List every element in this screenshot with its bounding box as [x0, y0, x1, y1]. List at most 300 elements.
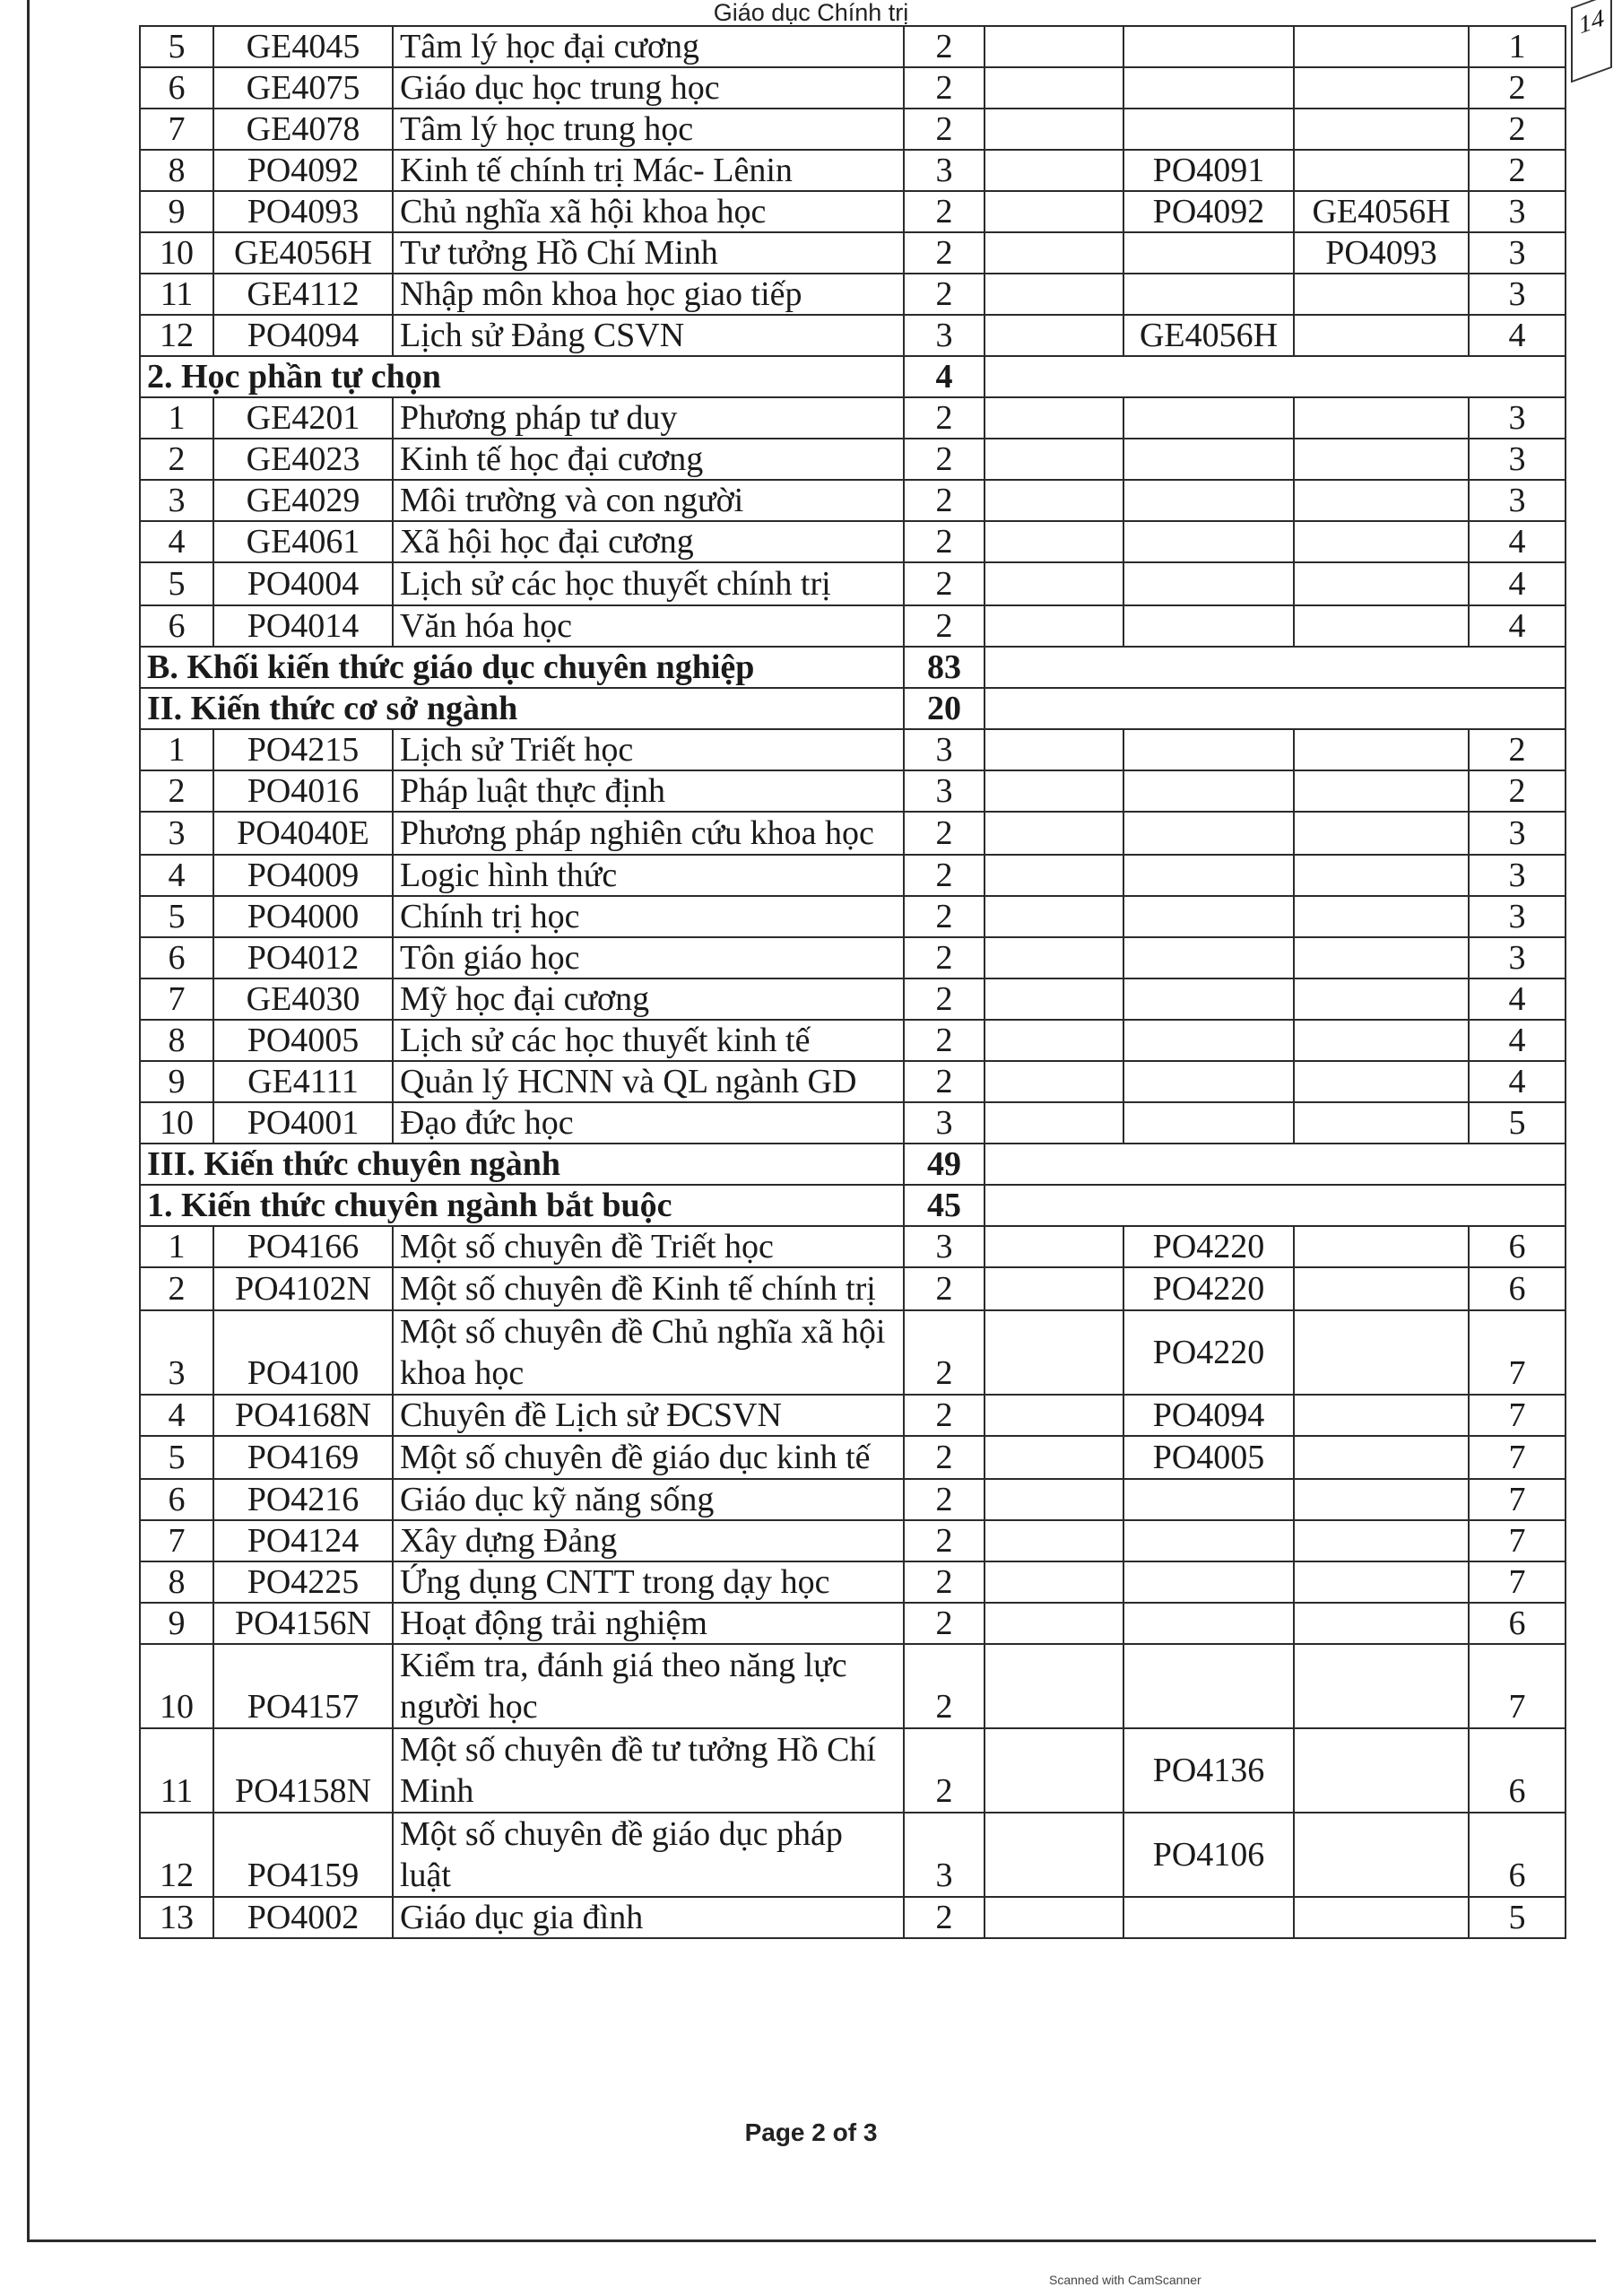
parallel-course: [1294, 1226, 1469, 1267]
course-credits: 2: [904, 1644, 984, 1728]
blank-cell: [984, 1102, 1123, 1144]
course-name: Giáo dục học trung học: [393, 67, 904, 109]
row-number: 6: [140, 67, 213, 109]
page-number: Page 2 of 3: [744, 2118, 878, 2146]
row-number: 13: [140, 1897, 213, 1938]
semester: 3: [1469, 397, 1566, 439]
blank-cell: [984, 1561, 1123, 1603]
semester: 4: [1469, 605, 1566, 647]
prerequisite-course: [1123, 1020, 1294, 1061]
prerequisite-course: PO4092: [1123, 191, 1294, 232]
table-row: [140, 937, 1566, 978]
parallel-course: [1294, 315, 1469, 356]
prerequisite-course: [1123, 855, 1294, 896]
course-code: GE4023: [213, 439, 393, 480]
course-name: Tâm lý học trung học: [393, 109, 904, 150]
curriculum-table: [139, 25, 1566, 1939]
blank-cell: [984, 1603, 1123, 1644]
row-number: 8: [140, 1020, 213, 1061]
course-name: Nhập môn khoa học giao tiếp: [393, 274, 904, 315]
table-row: [140, 1020, 1566, 1061]
row-number: 12: [140, 1813, 213, 1897]
row-number: 10: [140, 1102, 213, 1144]
course-name: Văn hóa học: [393, 605, 904, 647]
blank-cell: [984, 1436, 1123, 1479]
section-blank: [984, 647, 1566, 688]
course-code: PO4001: [213, 1102, 393, 1144]
blank-cell: [984, 26, 1123, 67]
parallel-course: [1294, 1436, 1469, 1479]
blank-cell: [984, 315, 1123, 356]
course-credits: 2: [904, 439, 984, 480]
semester: 3: [1469, 439, 1566, 480]
course-credits: 3: [904, 1813, 984, 1897]
prerequisite-course: [1123, 480, 1294, 521]
course-credits: 2: [904, 109, 984, 150]
semester: 2: [1469, 109, 1566, 150]
blank-cell: [984, 1061, 1123, 1102]
course-credits: 2: [904, 1436, 984, 1479]
table-row: [140, 896, 1566, 937]
parallel-course: [1294, 1561, 1469, 1603]
course-code: GE4112: [213, 274, 393, 315]
course-code: PO4124: [213, 1520, 393, 1561]
prerequisite-course: [1123, 1561, 1294, 1603]
semester: 7: [1469, 1479, 1566, 1520]
course-code: GE4045: [213, 26, 393, 67]
section-title: III. Kiến thức chuyên ngành: [140, 1144, 904, 1185]
parallel-course: [1294, 562, 1469, 605]
course-code: PO4094: [213, 315, 393, 356]
prerequisite-course: [1123, 1603, 1294, 1644]
course-code: GE4111: [213, 1061, 393, 1102]
blank-cell: [984, 67, 1123, 109]
blank-cell: [984, 855, 1123, 896]
blank-cell: [984, 770, 1123, 812]
parallel-course: [1294, 1395, 1469, 1436]
semester: 7: [1469, 1644, 1566, 1728]
course-name: Kinh tế chính trị Mác- Lênin: [393, 150, 904, 191]
course-name: Một số chuyên đề tư tưởng Hồ Chí Minh: [393, 1728, 904, 1813]
blank-cell: [984, 1520, 1123, 1561]
course-code: PO4092: [213, 150, 393, 191]
course-credits: 2: [904, 1310, 984, 1395]
table-row: [140, 770, 1566, 812]
row-number: 10: [140, 1644, 213, 1728]
parallel-course: [1294, 1897, 1469, 1938]
prerequisite-course: [1123, 605, 1294, 647]
row-number: 10: [140, 232, 213, 274]
parallel-course: [1294, 439, 1469, 480]
course-credits: 2: [904, 1061, 984, 1102]
semester: 4: [1469, 562, 1566, 605]
row-number: 6: [140, 937, 213, 978]
course-name: Mỹ học đại cương: [393, 978, 904, 1020]
blank-cell: [984, 521, 1123, 562]
course-code: PO4012: [213, 937, 393, 978]
section-title: 2. Học phần tự chọn: [140, 356, 904, 397]
course-credits: 2: [904, 1728, 984, 1813]
parallel-course: [1294, 480, 1469, 521]
row-number: 8: [140, 1561, 213, 1603]
course-credits: 3: [904, 315, 984, 356]
course-code: PO4225: [213, 1561, 393, 1603]
prerequisite-course: PO4094: [1123, 1395, 1294, 1436]
section-credits: 45: [904, 1185, 984, 1226]
prerequisite-course: [1123, 397, 1294, 439]
section-row: [140, 1144, 1566, 1185]
course-name: Một số chuyên đề Kinh tế chính trị: [393, 1267, 904, 1310]
section-blank: [984, 1185, 1566, 1226]
table-row: [140, 1436, 1566, 1479]
course-name: Xã hội học đại cương: [393, 521, 904, 562]
blank-cell: [984, 397, 1123, 439]
prerequisite-course: [1123, 1644, 1294, 1728]
table-row: [140, 1226, 1566, 1267]
prerequisite-course: [1123, 274, 1294, 315]
prerequisite-course: [1123, 1897, 1294, 1938]
semester: 3: [1469, 480, 1566, 521]
blank-cell: [984, 232, 1123, 274]
blank-cell: [984, 812, 1123, 855]
table-row: [140, 978, 1566, 1020]
row-number: 7: [140, 978, 213, 1020]
section-credits: 49: [904, 1144, 984, 1185]
course-credits: 3: [904, 1226, 984, 1267]
parallel-course: [1294, 896, 1469, 937]
course-code: PO4093: [213, 191, 393, 232]
course-credits: 2: [904, 1603, 984, 1644]
course-name: Ứng dụng CNTT trong dạy học: [393, 1561, 904, 1603]
parallel-course: [1294, 521, 1469, 562]
course-code: PO4215: [213, 729, 393, 770]
row-number: 9: [140, 1603, 213, 1644]
course-code: PO4100: [213, 1310, 393, 1395]
table-row: [140, 26, 1566, 67]
course-name: Lịch sử Triết học: [393, 729, 904, 770]
table-row: [140, 1310, 1566, 1395]
course-credits: 2: [904, 480, 984, 521]
section-title: B. Khối kiến thức giáo dục chuyên nghiệp: [140, 647, 904, 688]
course-name: Chính trị học: [393, 896, 904, 937]
table-row: [140, 1520, 1566, 1561]
blank-cell: [984, 480, 1123, 521]
parallel-course: [1294, 1061, 1469, 1102]
table-row: [140, 315, 1566, 356]
semester: 6: [1469, 1226, 1566, 1267]
semester: 7: [1469, 1561, 1566, 1603]
table-row: [140, 1603, 1566, 1644]
parallel-course: [1294, 605, 1469, 647]
blank-cell: [984, 1310, 1123, 1395]
semester: 6: [1469, 1813, 1566, 1897]
course-name: Giáo dục gia đình: [393, 1897, 904, 1938]
corner-page-mark: 14: [1571, 0, 1612, 83]
prerequisite-course: [1123, 439, 1294, 480]
prerequisite-course: [1123, 729, 1294, 770]
course-credits: 2: [904, 605, 984, 647]
section-blank: [984, 1144, 1566, 1185]
prerequisite-course: [1123, 232, 1294, 274]
course-code: PO4004: [213, 562, 393, 605]
course-code: GE4078: [213, 109, 393, 150]
blank-cell: [984, 605, 1123, 647]
table-row: [140, 480, 1566, 521]
row-number: 11: [140, 274, 213, 315]
parallel-course: [1294, 397, 1469, 439]
course-name: Phương pháp nghiên cứu khoa học: [393, 812, 904, 855]
blank-cell: [984, 562, 1123, 605]
row-number: 4: [140, 1395, 213, 1436]
blank-cell: [984, 150, 1123, 191]
prerequisite-course: [1123, 770, 1294, 812]
semester: 3: [1469, 812, 1566, 855]
row-number: 1: [140, 397, 213, 439]
semester: 3: [1469, 855, 1566, 896]
section-row: [140, 647, 1566, 688]
course-credits: 3: [904, 1102, 984, 1144]
table-row: [140, 1267, 1566, 1310]
parallel-course: [1294, 1267, 1469, 1310]
row-number: 2: [140, 439, 213, 480]
running-header: Giáo dục Chính trị: [713, 0, 909, 26]
section-credits: 20: [904, 688, 984, 729]
course-name: Một số chuyên đề Triết học: [393, 1226, 904, 1267]
section-credits: 83: [904, 647, 984, 688]
course-credits: 3: [904, 729, 984, 770]
prerequisite-course: PO4136: [1123, 1728, 1294, 1813]
parallel-course: [1294, 26, 1469, 67]
course-code: PO4157: [213, 1644, 393, 1728]
row-number: 5: [140, 1436, 213, 1479]
semester: 2: [1469, 770, 1566, 812]
row-number: 7: [140, 109, 213, 150]
course-code: PO4002: [213, 1897, 393, 1938]
prerequisite-course: PO4220: [1123, 1267, 1294, 1310]
course-code: PO4159: [213, 1813, 393, 1897]
row-number: 6: [140, 605, 213, 647]
table-row: [140, 1644, 1566, 1728]
prerequisite-course: PO4220: [1123, 1226, 1294, 1267]
course-code: PO4102N: [213, 1267, 393, 1310]
page-edge-bottom: [27, 2239, 1596, 2242]
semester: 4: [1469, 978, 1566, 1020]
course-credits: 2: [904, 1395, 984, 1436]
parallel-course: GE4056H: [1294, 191, 1469, 232]
parallel-course: [1294, 1020, 1469, 1061]
course-credits: 2: [904, 1520, 984, 1561]
course-credits: 2: [904, 191, 984, 232]
parallel-course: [1294, 855, 1469, 896]
course-name: Một số chuyên đề giáo dục kinh tế: [393, 1436, 904, 1479]
course-credits: 3: [904, 150, 984, 191]
prerequisite-course: PO4005: [1123, 1436, 1294, 1479]
table-row: [140, 150, 1566, 191]
course-name: Tôn giáo học: [393, 937, 904, 978]
section-title: 1. Kiến thức chuyên ngành bắt buộc: [140, 1185, 904, 1226]
course-credits: 2: [904, 562, 984, 605]
semester: 2: [1469, 67, 1566, 109]
semester: 4: [1469, 1061, 1566, 1102]
course-code: PO4168N: [213, 1395, 393, 1436]
course-name: Quản lý HCNN và QL ngành GD: [393, 1061, 904, 1102]
prerequisite-course: [1123, 26, 1294, 67]
table-row: [140, 855, 1566, 896]
blank-cell: [984, 1267, 1123, 1310]
row-number: 12: [140, 315, 213, 356]
table-row: [140, 109, 1566, 150]
semester: 4: [1469, 521, 1566, 562]
course-name: Chuyên đề Lịch sử ĐCSVN: [393, 1395, 904, 1436]
parallel-course: [1294, 729, 1469, 770]
blank-cell: [984, 109, 1123, 150]
blank-cell: [984, 896, 1123, 937]
parallel-course: [1294, 150, 1469, 191]
section-blank: [984, 688, 1566, 729]
parallel-course: [1294, 978, 1469, 1020]
prerequisite-course: [1123, 1479, 1294, 1520]
parallel-course: [1294, 770, 1469, 812]
parallel-course: [1294, 1728, 1469, 1813]
course-name: Giáo dục kỹ năng sống: [393, 1479, 904, 1520]
section-title: II. Kiến thức cơ sở ngành: [140, 688, 904, 729]
semester: 4: [1469, 1020, 1566, 1061]
blank-cell: [984, 1897, 1123, 1938]
row-number: 4: [140, 855, 213, 896]
course-credits: 3: [904, 770, 984, 812]
course-credits: 2: [904, 812, 984, 855]
course-name: Kiểm tra, đánh giá theo năng lực người học: [393, 1644, 904, 1728]
blank-cell: [984, 1728, 1123, 1813]
blank-cell: [984, 191, 1123, 232]
prerequisite-course: [1123, 978, 1294, 1020]
semester: 3: [1469, 232, 1566, 274]
parallel-course: [1294, 1102, 1469, 1144]
table-row: [140, 729, 1566, 770]
course-credits: 2: [904, 397, 984, 439]
prerequisite-course: [1123, 1061, 1294, 1102]
semester: 6: [1469, 1267, 1566, 1310]
course-credits: 2: [904, 1267, 984, 1310]
parallel-course: [1294, 1603, 1469, 1644]
prerequisite-course: [1123, 109, 1294, 150]
blank-cell: [984, 1479, 1123, 1520]
course-name: Lịch sử các học thuyết chính trị: [393, 562, 904, 605]
table-row: [140, 812, 1566, 855]
course-code: PO4158N: [213, 1728, 393, 1813]
course-name: Tư tưởng Hồ Chí Minh: [393, 232, 904, 274]
course-name: Lịch sử Đảng CSVN: [393, 315, 904, 356]
course-code: GE4056H: [213, 232, 393, 274]
course-code: GE4029: [213, 480, 393, 521]
parallel-course: [1294, 67, 1469, 109]
semester: 3: [1469, 937, 1566, 978]
blank-cell: [984, 937, 1123, 978]
scanner-watermark: Scanned with CamScanner: [1049, 2273, 1201, 2287]
semester: 4: [1469, 315, 1566, 356]
parallel-course: [1294, 1813, 1469, 1897]
parallel-course: PO4093: [1294, 232, 1469, 274]
course-credits: 2: [904, 26, 984, 67]
semester: 2: [1469, 150, 1566, 191]
blank-cell: [984, 274, 1123, 315]
parallel-course: [1294, 1520, 1469, 1561]
table-row: [140, 605, 1566, 647]
blank-cell: [984, 729, 1123, 770]
parallel-course: [1294, 937, 1469, 978]
course-code: PO4014: [213, 605, 393, 647]
prerequisite-course: GE4056H: [1123, 315, 1294, 356]
course-code: PO4000: [213, 896, 393, 937]
prerequisite-course: [1123, 937, 1294, 978]
course-code: PO4009: [213, 855, 393, 896]
row-number: 9: [140, 191, 213, 232]
prerequisite-course: PO4220: [1123, 1310, 1294, 1395]
semester: 3: [1469, 191, 1566, 232]
row-number: 2: [140, 770, 213, 812]
course-credits: 2: [904, 274, 984, 315]
parallel-course: [1294, 274, 1469, 315]
blank-cell: [984, 1020, 1123, 1061]
prerequisite-course: [1123, 562, 1294, 605]
course-name: Pháp luật thực định: [393, 770, 904, 812]
blank-cell: [984, 1644, 1123, 1728]
course-code: PO4166: [213, 1226, 393, 1267]
course-code: PO4005: [213, 1020, 393, 1061]
course-credits: 2: [904, 67, 984, 109]
course-credits: 2: [904, 1020, 984, 1061]
row-number: 11: [140, 1728, 213, 1813]
parallel-course: [1294, 1479, 1469, 1520]
course-name: Đạo đức học: [393, 1102, 904, 1144]
parallel-course: [1294, 109, 1469, 150]
table-row: [140, 397, 1566, 439]
prerequisite-course: PO4106: [1123, 1813, 1294, 1897]
row-number: 4: [140, 521, 213, 562]
prerequisite-course: PO4091: [1123, 150, 1294, 191]
blank-cell: [984, 439, 1123, 480]
semester: 3: [1469, 896, 1566, 937]
semester: 7: [1469, 1520, 1566, 1561]
row-number: 5: [140, 26, 213, 67]
table-row: [140, 191, 1566, 232]
row-number: 1: [140, 1226, 213, 1267]
course-code: PO4216: [213, 1479, 393, 1520]
course-credits: 2: [904, 1479, 984, 1520]
row-number: 5: [140, 896, 213, 937]
prerequisite-course: [1123, 812, 1294, 855]
blank-cell: [984, 978, 1123, 1020]
course-credits: 2: [904, 978, 984, 1020]
course-code: PO4016: [213, 770, 393, 812]
semester: 7: [1469, 1436, 1566, 1479]
semester: 1: [1469, 26, 1566, 67]
course-credits: 2: [904, 1897, 984, 1938]
course-code: GE4030: [213, 978, 393, 1020]
row-number: 1: [140, 729, 213, 770]
semester: 2: [1469, 729, 1566, 770]
course-name: Môi trường và con người: [393, 480, 904, 521]
table-row: [140, 232, 1566, 274]
row-number: 5: [140, 562, 213, 605]
table-row: [140, 274, 1566, 315]
course-code: GE4201: [213, 397, 393, 439]
table-row: [140, 1102, 1566, 1144]
table-row: [140, 1813, 1566, 1897]
row-number: 9: [140, 1061, 213, 1102]
section-blank: [984, 356, 1566, 397]
row-number: 6: [140, 1479, 213, 1520]
